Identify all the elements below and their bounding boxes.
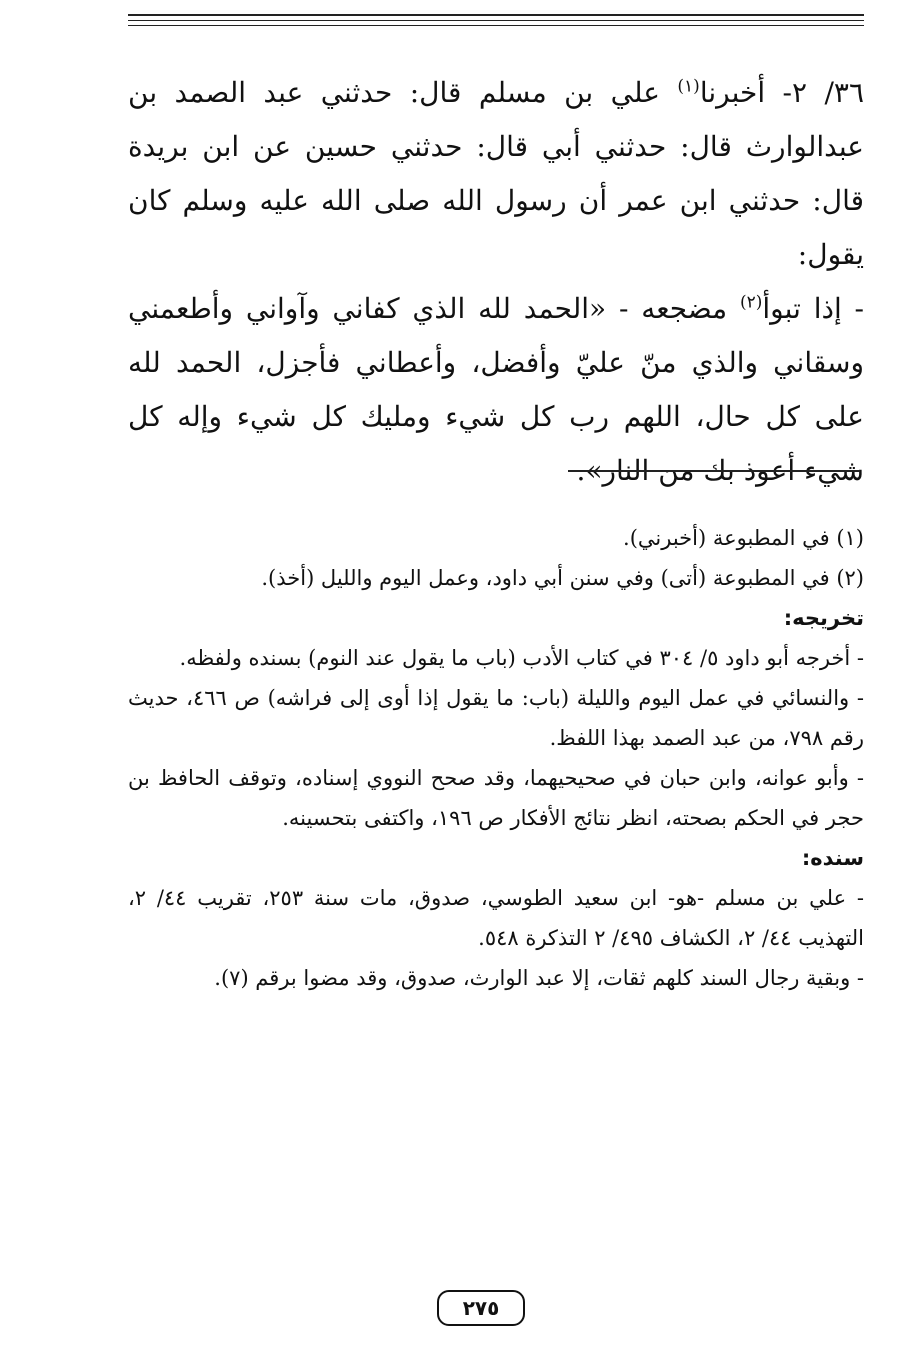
matn-start: - إذا تبوأ bbox=[762, 292, 864, 325]
sanad-item: - علي بن مسلم -هو- ابن سعيد الطوسي، صدوق، مات سنة ٢٥٣، تقريب ٤٤/ ٢، التهذيب ٤٤/ ٢، الكشاف ٤٩٥/ ٢ التذكرة ٥٤٨. bbox=[128, 886, 864, 950]
takhrij-heading: تخريجه: bbox=[783, 606, 864, 630]
isnad-start: ٣٦/ ٢- أخبرنا bbox=[699, 76, 864, 109]
header-rule-thick bbox=[128, 14, 864, 16]
footnote-marker-1: (١) bbox=[677, 76, 700, 97]
matn-rest: مضجعه - «الحمد لله الذي كفاني وآواني وأطعمني وسقاني والذي منّ عليّ وأفضل، وأعطاني فأجزل، الحمد لله على كل حال، اللهم رب كل شيء ومليك كل شيء وإله كل شيء أعوذ بك من النار». bbox=[128, 292, 864, 487]
footnote-separator bbox=[568, 470, 860, 472]
page-number: ٢٧٥ bbox=[437, 1290, 525, 1326]
hadith-matn bbox=[128, 282, 864, 498]
footnote-2: (٢) في المطبوعة (أتى) وفي سنن أبي داود، وعمل اليوم والليل (أخذ). bbox=[261, 566, 864, 590]
sanad-item: - وبقية رجال السند كلهم ثقات، إلا عبد الوارث، صدوق، وقد مضوا برقم (٧). bbox=[214, 966, 864, 990]
takhrij-item: - أخرجه أبو داود ٥/ ٣٠٤ في كتاب الأدب (باب ما يقول عند النوم) بسنده ولفظه. bbox=[179, 646, 864, 670]
notes-section bbox=[128, 518, 864, 998]
hadith-text bbox=[128, 66, 864, 498]
hadith-isnad bbox=[128, 66, 864, 282]
takhrij-item: - وأبو عوانه، وابن حبان في صحيحيهما، وقد صحح النووي إسناده، وتوقف الحافظ بن حجر في الحكم بصحته، انظر نتائج الأفكار ص ١٩٦، واكتفى بتحسينه. bbox=[128, 766, 864, 830]
footnote-marker-2: (٢) bbox=[739, 292, 763, 313]
header-rule-thin-2 bbox=[128, 25, 864, 26]
isnad-rest: علي بن مسلم قال: حدثني عبد الصمد بن عبدالوارث قال: حدثني أبي قال: حدثني حسين عن ابن بريدة قال: حدثني ابن عمر أن رسول الله صلى الله عليه وسلم كان يقول: bbox=[128, 76, 864, 271]
header-rule-thin bbox=[128, 20, 864, 21]
footnote-1: (١) في المطبوعة (أخبرني). bbox=[623, 526, 864, 550]
sanad-heading: سنده: bbox=[801, 846, 864, 870]
takhrij-item: - والنسائي في عمل اليوم والليلة (باب: ما يقول إذا أوى إلى فراشه) ص ٤٦٦، حديث رقم ٧٩٨، من عبد الصمد بهذا اللفظ. bbox=[128, 686, 864, 750]
